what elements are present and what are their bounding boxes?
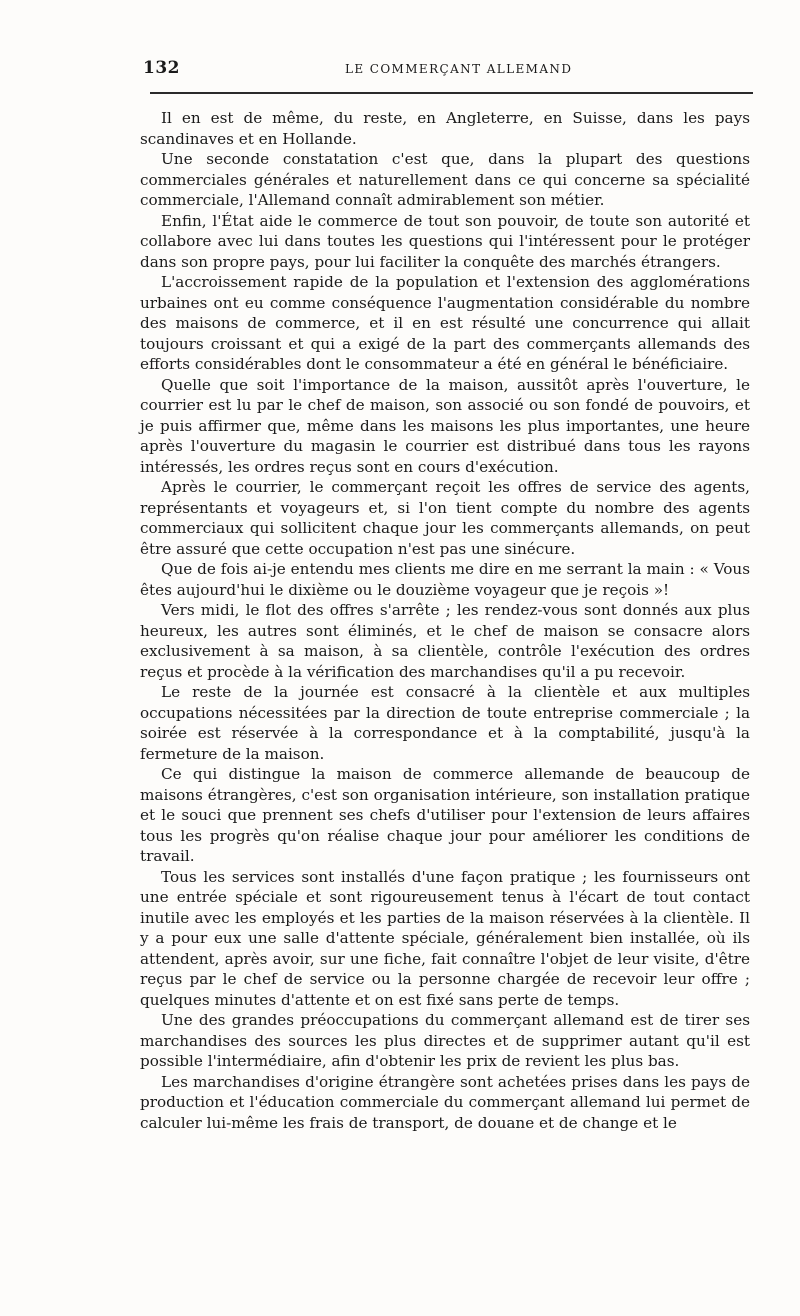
page-number: 132 xyxy=(143,58,180,78)
paragraph: Quelle que soit l'importance de la maison, aussitôt après l'ouverture, le courrier est lu par le chef de maison, son associé ou son fondé de pouvoirs, et je puis affirmer que, même dans les maisons les plus importantes, une heure après l'ouverture du magasin le courrier est distribué dans tous les rayons intéressés, les ordres reçus sont en cours d'exécution. xyxy=(140,375,750,476)
running-head xyxy=(143,56,753,84)
paragraph: Les marchandises d'origine étrangère sont achetées prises dans les pays de production et l'éducation commerciale du commerçant allemand lui permet de calculer lui-même les frais de transport, de douane et de change et le xyxy=(140,1072,750,1132)
paragraph: Tous les services sont installés d'une façon pratique ; les fournisseurs ont une entrée spéciale et sont rigoureusement tenus à l'écart de tout contact inutile avec les employés et les parties de la maison réservées à la clientèle. Il y a pour eux une salle d'attente spéciale, généralement bien installée, où ils attendent, après avoir, sur une fiche, fait connaître l'objet de leur visite, d'être reçus par le chef de service ou la personne chargée de recevoir leur offre ; quelques minutes d'attente et on est fixé sans perte de temps. xyxy=(140,867,750,1009)
paragraph: L'accroissement rapide de la population et l'extension des agglomérations urbaines ont eu comme conséquence l'augmentation considérable du nombre des maisons de commerce, et il en est résulté une concurrence qui allait toujours croissant et qui a exigé de la part des commerçants allemands des efforts considérables dont le consommateur a été en général le bénéficiaire. xyxy=(140,273,750,373)
header-rule xyxy=(150,92,753,94)
paragraph: Après le courrier, le commerçant reçoit les offres de service des agents, représentants et voyageurs et, si l'on tient compte du nombre des agents commerciaux qui sollicitent chaque jour les commerçants allemands, on peut être assuré que cette occupation n'est pas une sinécure. xyxy=(140,478,750,558)
running-title: LE COMMERÇANT ALLEMAND xyxy=(345,62,573,76)
paragraph: Ce qui distingue la maison de commerce allemande de beaucoup de maisons étrangères, c'est son organisation intérieure, son installation pratique et le souci que prennent ses chefs d'utiliser pour l'extension de leurs affaires tous les progrès qu'on réalise chaque jour pour améliorer les conditions de travail. xyxy=(140,765,750,865)
paragraph: Enfin, l'État aide le commerce de tout son pouvoir, de toute son autorité et collabore avec lui dans toutes les questions qui l'intéressent pour le protéger dans son propre pays, pour lui faciliter la conquête des marchés étrangers. xyxy=(140,211,750,271)
paragraph: Une seconde constatation c'est que, dans la plupart des questions commerciales générales et naturellement dans ce qui concerne sa spécialité commerciale, l'Allemand connaît admirablement son métier. xyxy=(140,150,750,209)
body-text xyxy=(140,108,750,1133)
paragraph: Il en est de même, du reste, en Angleterre, en Suisse, dans les pays scandinaves et en Hollande. xyxy=(140,109,750,148)
paragraph: Une des grandes préoccupations du commerçant allemand est de tirer ses marchandises des sources les plus directes et de supprimer autant qu'il est possible l'intermédiaire, afin d'obtenir les prix de revient les plus bas. xyxy=(140,1011,750,1070)
paragraph: Vers midi, le flot des offres s'arrête ; les rendez-vous sont donnés aux plus heureux, les autres sont éliminés, et le chef de maison se consacre alors exclusivement à sa maison, à sa clientèle, contrôle l'exécution des ordres reçus et procède à la vérification des marchandises qu'il a pu recevoir. xyxy=(140,601,750,681)
paragraph: Que de fois ai-je entendu mes clients me dire en me serrant la main : « Vous êtes aujourd'hui le dixième ou le douzième voyageur que je reçois »! xyxy=(140,560,750,599)
paragraph: Le reste de la journée est consacré à la clientèle et aux multiples occupations nécessitées par la direction de toute entreprise commerciale ; la soirée est réservée à la correspondance et à la comptabilité, jusqu'à la fermeture de la maison. xyxy=(140,683,750,763)
